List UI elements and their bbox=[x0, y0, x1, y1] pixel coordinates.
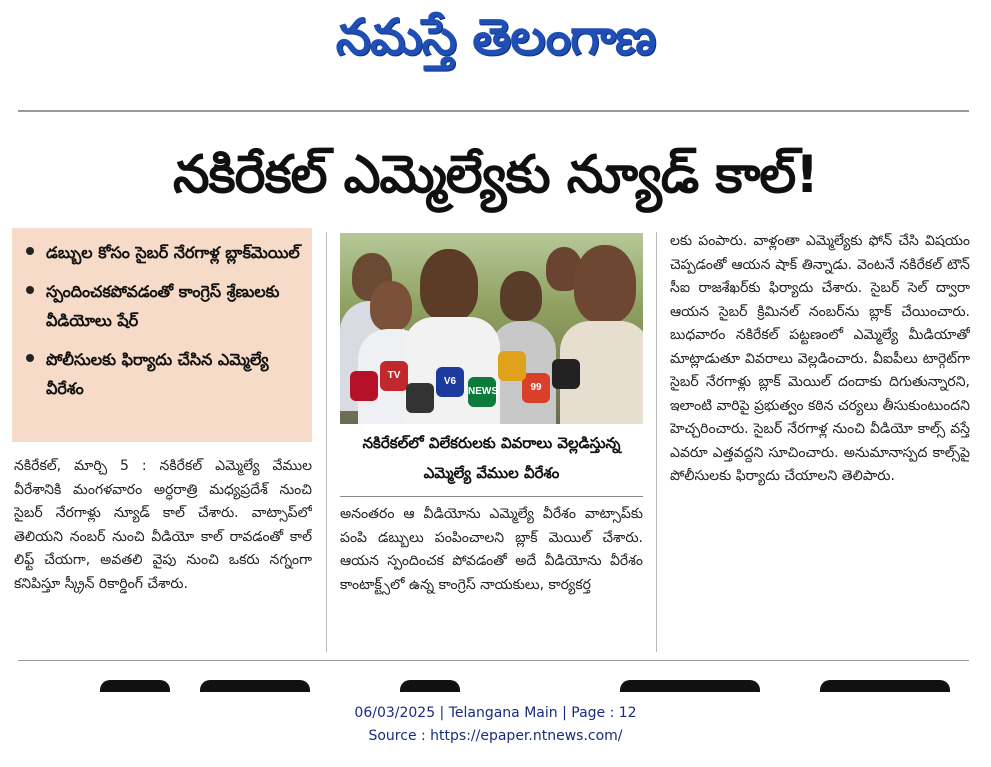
person-figure bbox=[370, 281, 412, 331]
highlight-item bbox=[26, 345, 302, 403]
highlights-box bbox=[12, 228, 312, 442]
masthead-title: నమస్తే తెలంగాణ bbox=[335, 8, 656, 66]
bullet-icon bbox=[26, 286, 34, 294]
bullet-icon bbox=[26, 247, 34, 255]
microphone-icon bbox=[350, 371, 378, 401]
article-column-1: నకిరేకల్, మార్చి 5 : నకిరేకల్ ఎమ్మెల్యే వేముల వీరేశానికి మంగళవారం అర్ధరాత్రి మధ్యప్రదేశ్ నుంచి సైబర్ నేరగాళ్లు న్యూడ్ కాల్ చేశారు. వాట్సాప్‌లో తెలియని నంబర్ నుంచి వీడియో కాల్ రావడంతో కాల్ లిఫ్ట్ చేయగా, అవతలి వైపు నుంచి ఒకరు నగ్నంగా కనిపిస్తూ స్క్రీన్ రికార్డింగ్ చేశారు. bbox=[14, 458, 312, 592]
column-divider bbox=[326, 232, 327, 652]
highlight-text: స్పందించకపోవడంతో కాంగ్రెస్ శ్రేణులకు వీడియోలు షేర్ bbox=[46, 282, 280, 330]
highlight-item bbox=[26, 238, 302, 267]
microphone-icon bbox=[552, 359, 580, 389]
column-divider bbox=[656, 232, 657, 652]
microphone-icon bbox=[406, 383, 434, 413]
person-figure bbox=[500, 271, 542, 321]
person-figure bbox=[574, 245, 636, 323]
next-article-strip bbox=[100, 672, 960, 692]
article-photo bbox=[340, 233, 643, 424]
speaker-figure bbox=[420, 249, 478, 321]
footer-source-link[interactable]: Source : https://epaper.ntnews.com/ bbox=[368, 728, 623, 744]
top-divider bbox=[18, 110, 969, 112]
footer-edition-line: 06/03/2025 | Telangana Main | Page : 12 bbox=[354, 705, 637, 721]
highlight-text: పోలీసులకు ఫిర్యాదు చేసిన ఎమ్మెల్యే వీరేశం bbox=[46, 350, 269, 398]
microphone-icon: NEWS bbox=[468, 377, 496, 407]
microphone-icon: TV bbox=[380, 361, 408, 391]
microphone-icon bbox=[498, 351, 526, 381]
microphone-icon: 99 bbox=[522, 373, 550, 403]
highlight-text: డబ్బుల కోసం సైబర్ నేరగాళ్ల బ్లాక్‌మెయిల్ bbox=[46, 243, 300, 262]
microphone-icon: V6 bbox=[436, 367, 464, 397]
highlight-item bbox=[26, 277, 302, 335]
article-column-3: లకు పంపారు. వాళ్లంతా ఎమ్మెల్యేకు ఫోన్ చేసి విషయం చెప్పడంతో ఆయన షాక్ తిన్నాడు. వెంటనే నకిరేకల్ టౌన్ సీఐ రాజశేఖర్‌కు ఫిర్యాదు చేశారు. సైబర్ సెల్ ద్వారా ఆయన సైబర్ క్రిమినల్ నంబర్‌ను బ్లాక్ చేయించారు. బుధవారం నకిరేకల్ పట్టణంలో ఎమ్మెల్యే మీడియాతో మాట్లాడుతూ వివరాలు వెల్లడించారు. వీఐపీలు టార్గెట్‌గా సైబర్ నేరగాళ్లు బ్లాక్ మెయిల్ దందాకు దిగుతున్నారని, ఇలాంటి వారిపై ప్రభుత్వం కఠిన చర్యలు తీసుకుంటుందని హెచ్చరించారు. సైబర్ నేరగాళ్ల నుంచి వీడియో కాల్స్ వస్తే ఎవరూ ఎత్తవద్దని సూచించారు. అనుమానాస్పద కాల్స్‌పై పోలీసులకు ఫిర్యాదు చేయాలని తెలిపారు. bbox=[670, 233, 970, 484]
bullet-icon bbox=[26, 354, 34, 362]
bottom-divider bbox=[18, 660, 969, 661]
photo-caption: నకిరేకల్‌లో విలేకరులకు వివరాలు వెల్లడిస్తున్న ఎమ్మెల్యే వేముల వీరేశం bbox=[340, 428, 643, 497]
article-column-2: అనంతరం ఆ వీడియోను ఎమ్మెల్యే వీరేశం వాట్సాప్‌కు పంపి డబ్బులు పంపించాలని బ్లాక్ మెయిల్ చేశారు. ఆయన స్పందించక పోవడంతో అదే వీడియోను వీరేశం కాంటాక్ట్స్‌లో ఉన్న కాంగ్రెస్ నాయకులు, కార్యకర్త bbox=[340, 506, 643, 593]
article-headline: నకిరేకల్ ఎమ్మెల్యేకు న్యూడ్ కాల్! bbox=[172, 145, 819, 205]
